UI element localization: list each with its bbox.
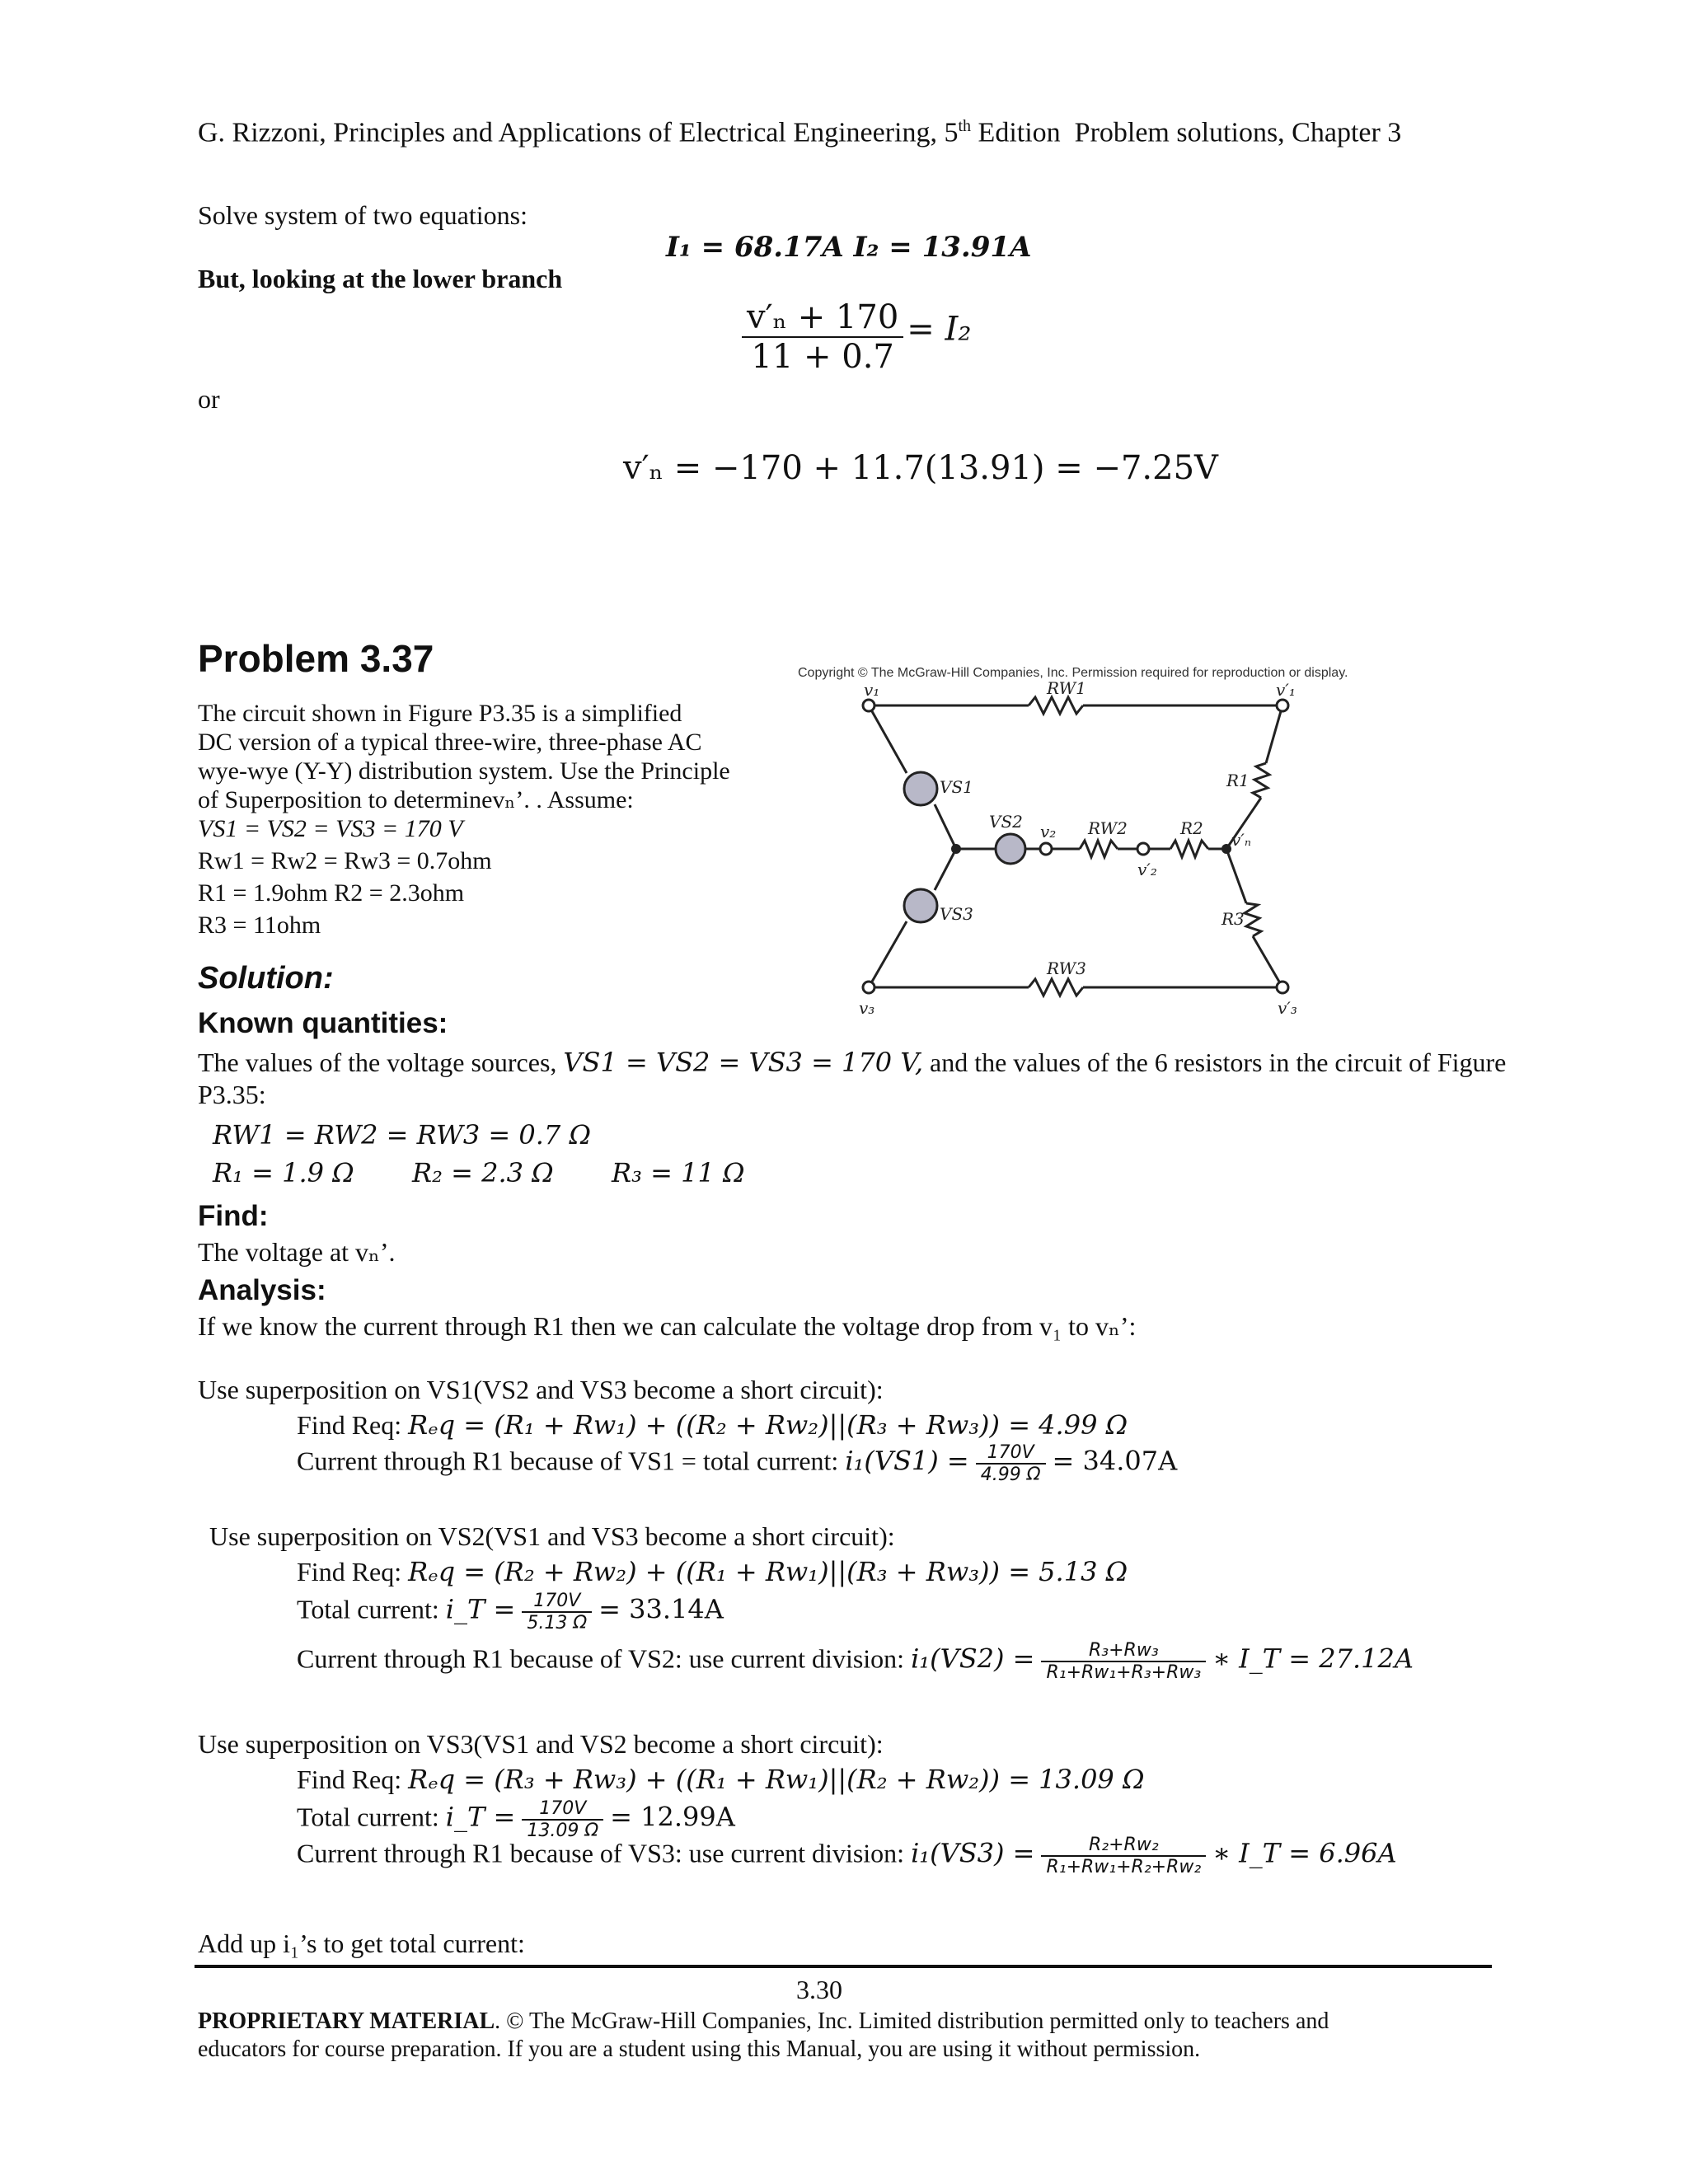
label-r3: R3 bbox=[1221, 909, 1245, 929]
vs1-req-equation: Rₑq = (R₁ + Rw₁) + ((R₂ + Rw₂)||(R₃ + Rw₃)) = 4.99 Ω bbox=[408, 1409, 1128, 1441]
header-title: G. Rizzoni, Principles and Applications of Electrical Engineering, 5 bbox=[198, 117, 959, 148]
vs3-division-lhs: i₁(VS3) = bbox=[911, 1837, 1035, 1869]
label-rw2: RW2 bbox=[1088, 818, 1128, 838]
vn-result-equation: v′ₙ = −170 + 11.7(13.91) = −7.25V bbox=[623, 449, 1218, 487]
figure-copyright: Copyright © The McGraw-Hill Companies, Inc. Permission required for reproduction or display. bbox=[798, 666, 1348, 680]
label-vnp: v′ₙ bbox=[1231, 830, 1251, 850]
vs3-fraction-num: 170V bbox=[522, 1798, 603, 1821]
label-vs2: VS2 bbox=[989, 812, 1023, 832]
known-text-3: P3.35: bbox=[198, 1080, 266, 1109]
analysis-text: If we know the current through R1 then we can calculate the voltage drop from v₁ to vₙ’: bbox=[198, 1311, 1137, 1341]
param-r1-r2: R1 = 1.9ohm R2 = 2.3ohm bbox=[198, 879, 465, 907]
vs2-total-lhs: i_T = bbox=[445, 1593, 516, 1625]
label-v2: v₂ bbox=[1040, 822, 1057, 841]
vs1-current-line bbox=[297, 1442, 1177, 1485]
vs1-req-label: Find Req: bbox=[297, 1410, 402, 1440]
fraction-rhs: = I₂ bbox=[907, 310, 972, 349]
vs1-current-lhs: i₁(VS1) = bbox=[845, 1445, 969, 1477]
proprietary-text: . © The McGraw-Hill Companies, Inc. Limited distribution permitted only to teachers and bbox=[495, 2008, 1329, 2034]
lower-branch-fraction bbox=[742, 298, 903, 376]
vs2-fraction bbox=[522, 1591, 592, 1633]
vs3-division-result: ∗ I_T = 6.96A bbox=[1212, 1837, 1397, 1869]
vs3-req-line bbox=[297, 1764, 1144, 1795]
label-v2p: v′₂ bbox=[1137, 860, 1157, 879]
analysis-heading: Analysis: bbox=[198, 1274, 326, 1306]
closing-text: Add up i₁’s to get total current: bbox=[198, 1929, 525, 1958]
label-v3p: v′₃ bbox=[1278, 998, 1297, 1018]
known-text-1: The values of the voltage sources, bbox=[198, 1047, 557, 1077]
label-v1p: v′₁ bbox=[1276, 681, 1296, 700]
vs2-division-den: R₁+Rw₁+R₃+Rw₃ bbox=[1046, 1662, 1202, 1683]
vs3-division-label: Current through R1 because of VS3: use current division: bbox=[297, 1838, 905, 1868]
running-header bbox=[198, 117, 1401, 148]
problem-title: Problem 3.37 bbox=[198, 637, 434, 680]
vs2-fraction-num: 170V bbox=[522, 1591, 592, 1613]
solution-heading: Solution: bbox=[198, 961, 334, 996]
footer-rule bbox=[195, 1965, 1492, 1968]
known-line-1 bbox=[198, 1047, 1506, 1078]
vs3-total-result: = 12.99A bbox=[610, 1801, 735, 1833]
vs1-result: = 34.07A bbox=[1052, 1445, 1178, 1477]
fraction-numerator: v′ₙ + 170 bbox=[742, 298, 903, 338]
vs3-total-lhs: i_T = bbox=[445, 1801, 516, 1833]
proprietary-line-2: educators for course preparation. If you are a student using this Manual, you are using it without permission. bbox=[198, 2036, 1201, 2062]
known-sources-equation: VS1 = VS2 = VS3 = 170 V, bbox=[563, 1047, 923, 1078]
vs2-fraction-den: 5.13 Ω bbox=[527, 1613, 588, 1633]
label-r1: R1 bbox=[1226, 771, 1250, 790]
vs2-req-equation: Rₑq = (R₂ + Rw₂) + ((R₁ + Rw₁)||(R₃ + Rw₃)) = 5.13 Ω bbox=[408, 1556, 1128, 1587]
statement-line: of Superposition to determinevₙ’. . Assume: bbox=[198, 786, 634, 813]
proprietary-notice bbox=[198, 2008, 1329, 2064]
statement-line: wye-wye (Y-Y) distribution system. Use the Principle bbox=[198, 757, 730, 785]
find-heading: Find: bbox=[198, 1200, 269, 1232]
or-label: or bbox=[198, 384, 220, 414]
label-vs1: VS1 bbox=[940, 777, 973, 797]
label-v3: v₃ bbox=[859, 998, 875, 1018]
header-chapter: Problem solutions, Chapter 3 bbox=[1074, 117, 1402, 148]
header-edition: Edition bbox=[971, 117, 1061, 148]
circuit-diagram bbox=[824, 681, 1335, 1035]
proprietary-label: PROPRIETARY MATERIAL bbox=[198, 2008, 495, 2034]
statement-line: The circuit shown in Figure P3.35 is a simplified bbox=[198, 700, 682, 727]
vs3-req-label: Find Req: bbox=[297, 1765, 402, 1794]
label-vs3: VS3 bbox=[940, 904, 973, 924]
vs2-req-line bbox=[297, 1556, 1128, 1587]
known-text-2: and the values of the 6 resistors in the circuit of Figure bbox=[929, 1047, 1507, 1077]
vs2-total-result: = 33.14A bbox=[598, 1593, 724, 1625]
param-sources: VS1 = VS2 = VS3 = 170 V bbox=[198, 815, 463, 842]
vs3-division-line bbox=[297, 1835, 1397, 1877]
vs1-req-line bbox=[297, 1409, 1128, 1441]
vs3-intro: Use superposition on VS3(VS1 and VS2 become a short circuit): bbox=[198, 1729, 884, 1759]
vs3-division-num: R₂+Rw₂ bbox=[1041, 1835, 1206, 1857]
param-wire-resistances: Rw1 = Rw2 = Rw3 = 0.7ohm bbox=[198, 847, 492, 874]
statement-line: DC version of a typical three-wire, three-phase AC bbox=[198, 729, 702, 756]
vs1-fraction-num: 170V bbox=[976, 1442, 1046, 1465]
wire-resistance-equation: RW1 = RW2 = RW3 = 0.7 Ω bbox=[213, 1119, 591, 1151]
vs3-fraction-den: 13.09 Ω bbox=[527, 1821, 599, 1841]
vs2-intro: Use superposition on VS2(VS1 and VS3 become a short circuit): bbox=[209, 1521, 895, 1551]
solve-label: Solve system of two equations: bbox=[198, 200, 528, 230]
known-heading: Known quantities: bbox=[198, 1007, 448, 1039]
label-v1: v₁ bbox=[864, 681, 880, 700]
proprietary-line-1 bbox=[198, 2008, 1329, 2036]
vs2-division-lhs: i₁(VS2) = bbox=[911, 1643, 1035, 1675]
vs1-fraction-den: 4.99 Ω bbox=[980, 1465, 1041, 1485]
r2-equation: R₂ = 2.3 Ω bbox=[412, 1157, 554, 1188]
param-r3: R3 = 11ohm bbox=[198, 912, 321, 939]
vs3-total-label: Total current: bbox=[297, 1802, 439, 1832]
problem-statement bbox=[198, 699, 730, 940]
lower-branch-equation bbox=[742, 298, 971, 376]
current-results: I₁ = 68.17A I₂ = 13.91A bbox=[666, 231, 1032, 264]
page-number: 3.30 bbox=[796, 1975, 842, 2004]
fraction-denominator: 11 + 0.7 bbox=[751, 338, 894, 376]
find-text: The voltage at vₙ’. bbox=[198, 1237, 396, 1267]
vs1-intro: Use superposition on VS1(VS2 and VS3 become a short circuit): bbox=[198, 1375, 884, 1404]
vs3-req-equation: Rₑq = (R₃ + Rw₃) + ((R₁ + Rw₁)||(R₂ + Rw₂)) = 13.09 Ω bbox=[408, 1764, 1145, 1795]
header-sup: th bbox=[958, 117, 972, 135]
vs1-fraction bbox=[976, 1442, 1046, 1485]
vs2-division-line bbox=[297, 1640, 1414, 1683]
r1-equation: R₁ = 1.9 Ω bbox=[213, 1157, 354, 1188]
lower-branch-label: But, looking at the lower branch bbox=[198, 264, 563, 293]
vs2-division-num: R₃+Rw₃ bbox=[1041, 1640, 1206, 1662]
vs3-division-den: R₁+Rw₁+R₂+Rw₂ bbox=[1046, 1857, 1202, 1877]
vs2-req-label: Find Req: bbox=[297, 1557, 402, 1586]
label-r2: R2 bbox=[1180, 818, 1203, 838]
vs1-current-label: Current through R1 because of VS1 = total current: bbox=[297, 1446, 839, 1476]
vs2-division-label: Current through R1 because of VS2: use current division: bbox=[297, 1643, 905, 1674]
vs2-total-label: Total current: bbox=[297, 1594, 439, 1624]
vs2-division-fraction bbox=[1041, 1640, 1206, 1683]
label-rw3: RW3 bbox=[1047, 958, 1086, 978]
vs3-division-fraction bbox=[1041, 1835, 1206, 1877]
r3-equation: R₃ = 11 Ω bbox=[612, 1157, 745, 1188]
label-rw1: RW1 bbox=[1047, 681, 1086, 698]
vs2-division-result: ∗ I_T = 27.12A bbox=[1212, 1643, 1414, 1675]
vs2-total-line bbox=[297, 1591, 724, 1633]
